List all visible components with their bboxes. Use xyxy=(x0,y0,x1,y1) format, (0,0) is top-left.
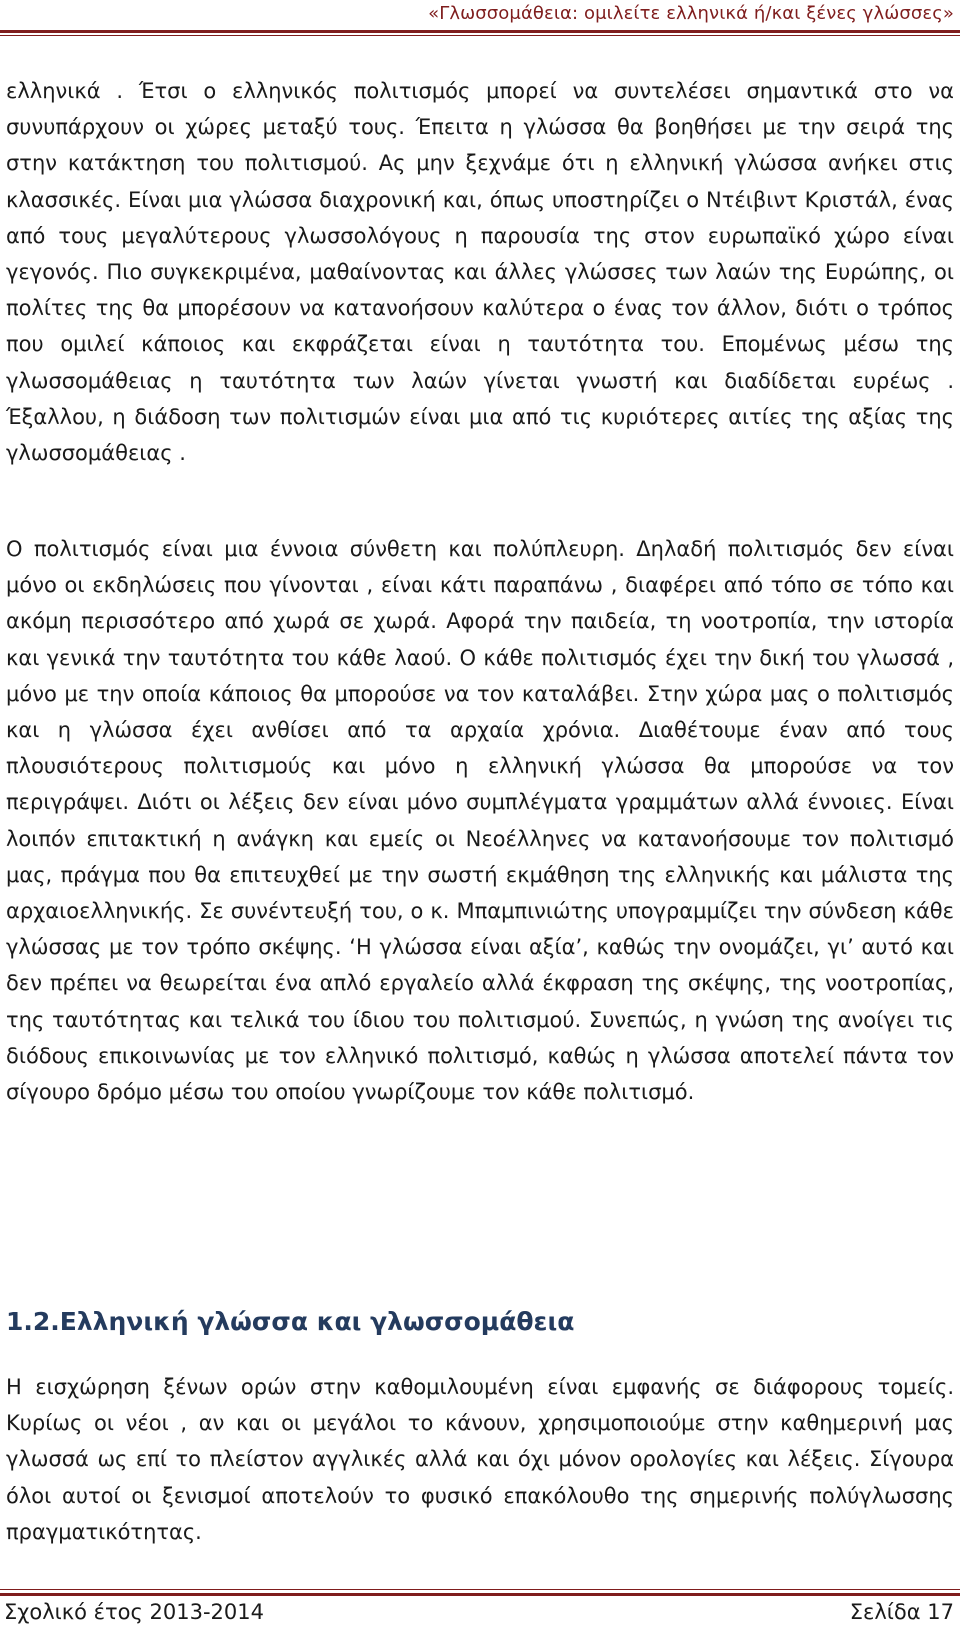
body-paragraph-3: Η εισχώρηση ξένων ορών στην καθομιλουμένη είναι εμφανής σε διάφορους τομείς. Κυρίως οι νέοι , αν και οι μεγάλοι το κάνουν, χρησιμοποιούμε στην καθημερινή μας γλωσσά ως επί το πλείστον αγγλικές αλλά και όχι μόνον ορολογίες και λέξεις. Σίγουρα όλοι αυτοί οι ξενισμοί αποτελούν το φυσικό επακόλουθο της σημερινής πολύγλωσσης πραγματικότητας. xyxy=(6,1375,954,1544)
header-rule-thin xyxy=(0,35,960,36)
footer-page-number: Σελίδα 17 xyxy=(849,1600,954,1624)
footer-school-year: Σχολικό έτος 2013-2014 xyxy=(4,1600,264,1624)
body-paragraph-2: Ο πολιτισμός είναι μια έννοια σύνθετη και πολύπλευρη. Δηλαδή πολιτισμός δεν είναι μόνο οι εκδηλώσεις που γίνονται , είναι κάτι παραπάνω , διαφέρει από τόπο σε τόπο και ακόμη περισσότερο από χωρά σε χωρά. Αφορά την παιδεία, τη νοοτροπία, την ιστορία και γενικά την ταυτότητα του κάθε λαού. Ο κάθε πολιτισμός έχει την δική του γλωσσά , μόνο με την οποία κάποιος θα μπορούσε να τον καταλάβει. Στην χώρα μας ο πολιτισμός και η γλώσσα έχει ανθίσει από τα αρχαία χρόνια. Διαθέτουμε έναν από τους πλουσιότερους πολιτισμούς και μόνο η ελληνική γλώσσα θα μπορούσε να τον περιγράψει. Διότι οι λέξεις δεν είναι μόνο συμπλέγματα γραμμάτων αλλά έννοιες. Είναι λοιπόν επιτακτική η ανάγκη και εμείς οι Νεοέλληνες να κατανοήσουμε τον πολιτισμό μας, πράγμα που θα επιτευχθεί με την σωστή εκμάθηση της ελληνικής και μάλιστα της αρχαιοελληνικής. Σε συνέντευξή του, ο κ. Μπαμπινιώτης υπογραμμίζει την σύνδεση κάθε γλώσσας με τον τρόπο σκέψης. ‘Η γλώσσα είναι αξία’, καθώς την ονομάζει, γι’ αυτό και δεν πρέπει να θεωρείται ένα απλό εργαλείο αλλά έκφραση της σκέψης, της νοοτροπίας, της ταυτότητας και τελικά του ίδιου του πολιτισμού. Συνεπώς, η γνώση της ανοίγει τις διόδους επικοινωνίας με τον ελληνικό πολιτισμό, καθώς η γλώσσα αποτελεί πάντα τον σίγουρο δρόμο μέσω του οποίου γνωρίζουμε τον κάθε πολιτισμό. xyxy=(6,537,954,1105)
body-paragraph-1: ελληνικά . Έτσι ο ελληνικός πολιτισμός μπορεί να συντελέσει σημαντικά στο να συνυπάρχουν οι χώρες μεταξύ τους. Έπειτα η γλώσσα θα βοηθήσει με την σειρά της στην κατάκτηση του πολιτισμού. Ας μην ξεχνάμε ότι η ελληνική γλώσσα ανήκει στις κλασσικές. Είναι μια γλώσσα διαχρονική και, όπως υποστηρίζει ο Ντέιβιντ Κριστάλ, ένας από τους μεγαλύτερους γλωσσολόγους η παρουσία της στον ευρωπαϊκό χώρο είναι γεγονός. Πιο συγκεκριμένα, μαθαίνοντας και άλλες γλώσσες των λαών της Ευρώπης, οι πολίτες της θα μπορέσουν να κατανοήσουν καλύτερα ο ένας τον άλλον, διότι ο τρόπος που ομιλεί κάποιος και εκφράζεται είναι η ταυτότητα του. Επομένως μέσω της γλωσσομάθειας η ταυτότητα των λαών γίνεται γνωστή και διαδίδεται ευρέως . Έξαλλου, η διάδοση των πολιτισμών είναι μια από τις κυριότερες αιτίες της αξίας της γλωσσομάθειας . xyxy=(6,79,954,466)
section-heading: 1.2.Ελληνική γλώσσα και γλωσσομάθεια xyxy=(6,1307,575,1336)
header-title: «Γλωσσομάθεια: ομιλείτε ελληνικά ή/και ξένες γλώσσες» xyxy=(428,3,954,24)
page-header xyxy=(0,0,960,36)
footer-rule xyxy=(0,1593,960,1596)
header-rule xyxy=(0,30,960,33)
footer-rule-thin xyxy=(0,1589,960,1590)
